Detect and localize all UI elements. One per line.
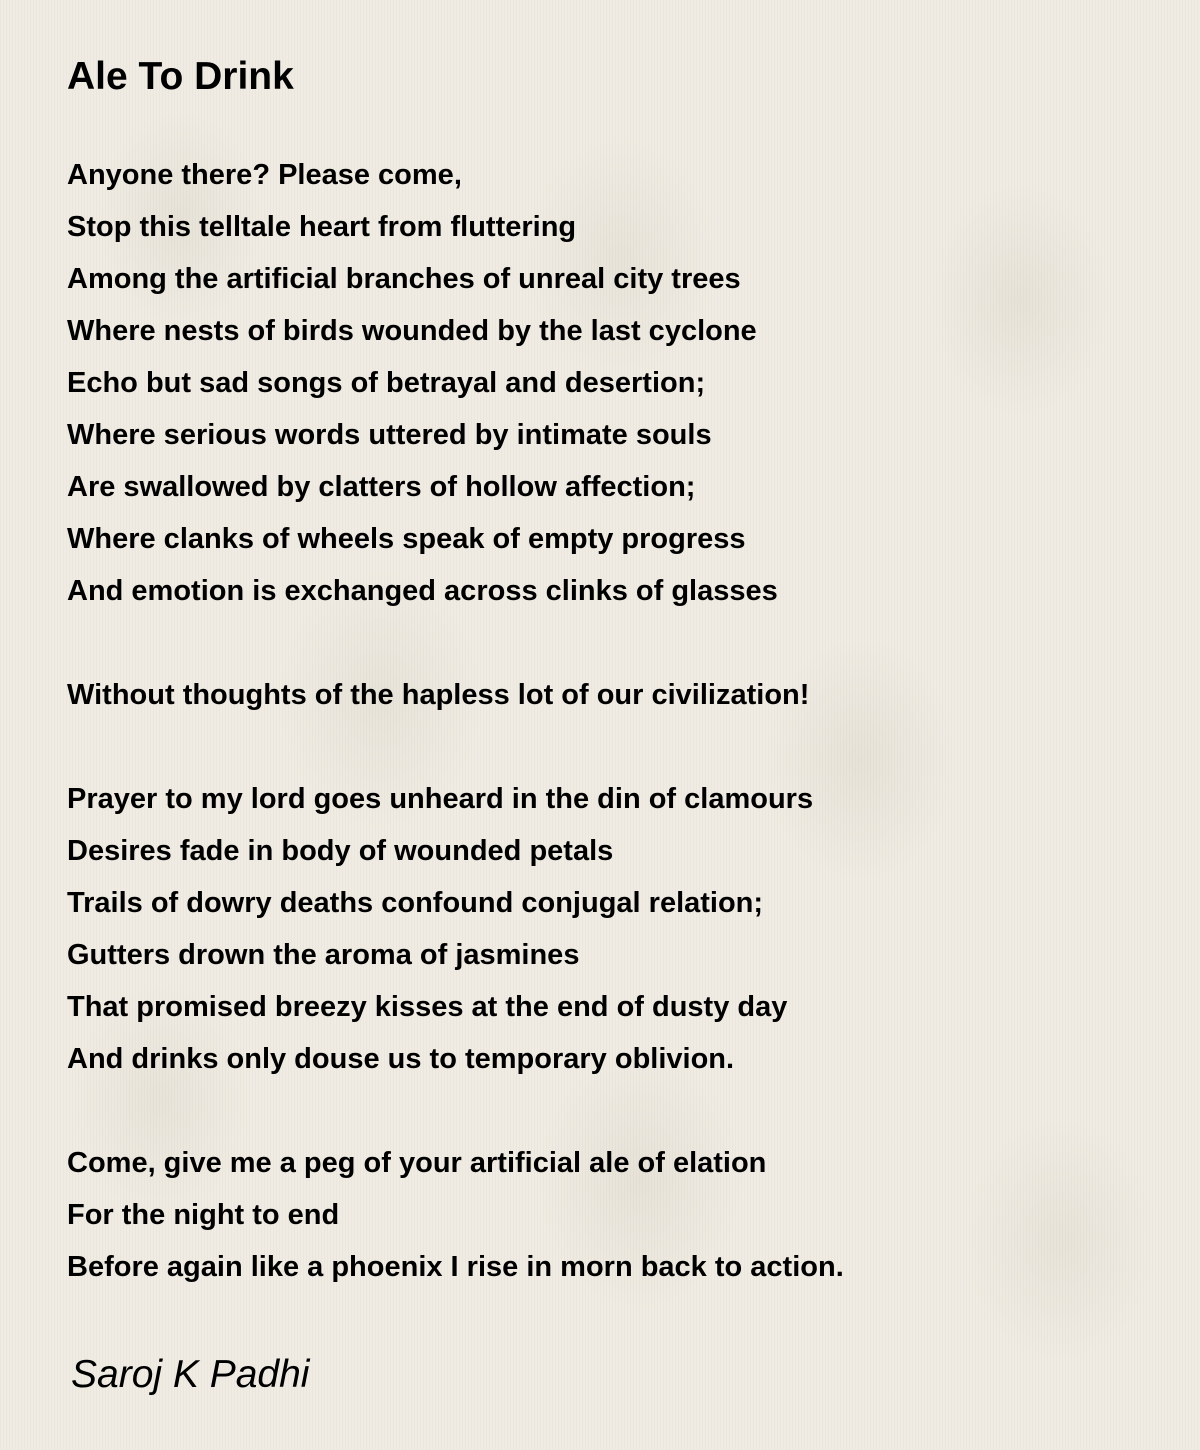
- poem-body: [67, 149, 1147, 1345]
- poem-line: Anyone there? Please come,: [67, 159, 462, 191]
- poem-line: Trails of dowry deaths confound conjugal relation;: [67, 887, 764, 919]
- poem-line: Echo but sad songs of betrayal and desertion;: [67, 367, 706, 399]
- poem-line: For the night to end: [67, 1199, 340, 1231]
- poem-line: Are swallowed by clatters of hollow affection;: [67, 471, 696, 503]
- poem-line: Where serious words uttered by intimate souls: [67, 419, 712, 451]
- poem-line: Without thoughts of the hapless lot of our civilization!: [67, 679, 810, 711]
- poem-line: Among the artificial branches of unreal city trees: [67, 263, 741, 295]
- poem-title: Ale To Drink: [67, 55, 294, 98]
- poem-line: And emotion is exchanged across clinks of glasses: [67, 575, 778, 607]
- poem-line: And drinks only douse us to temporary oblivion.: [67, 1043, 735, 1075]
- poem-line: Gutters drown the aroma of jasmines: [67, 939, 580, 971]
- stanza: [67, 1137, 1147, 1293]
- poem-line: Come, give me a peg of your artificial ale of elation: [67, 1147, 767, 1179]
- poem-line: Desires fade in body of wounded petals: [67, 835, 614, 867]
- stanza: [67, 149, 1147, 617]
- stanza: [67, 773, 1147, 1085]
- author-name: Saroj K Padhi: [71, 1353, 310, 1396]
- poem-line: Where nests of birds wounded by the last cyclone: [67, 315, 757, 347]
- poem-line: Before again like a phoenix I rise in morn back to action.: [67, 1251, 844, 1283]
- poem-line: Where clanks of wheels speak of empty progress: [67, 523, 746, 555]
- poem-line: That promised breezy kisses at the end of dusty day: [67, 991, 788, 1023]
- stanza: [67, 669, 1147, 721]
- poem-line: Prayer to my lord goes unheard in the din of clamours: [67, 783, 814, 815]
- poem-line: Stop this telltale heart from fluttering: [67, 211, 577, 243]
